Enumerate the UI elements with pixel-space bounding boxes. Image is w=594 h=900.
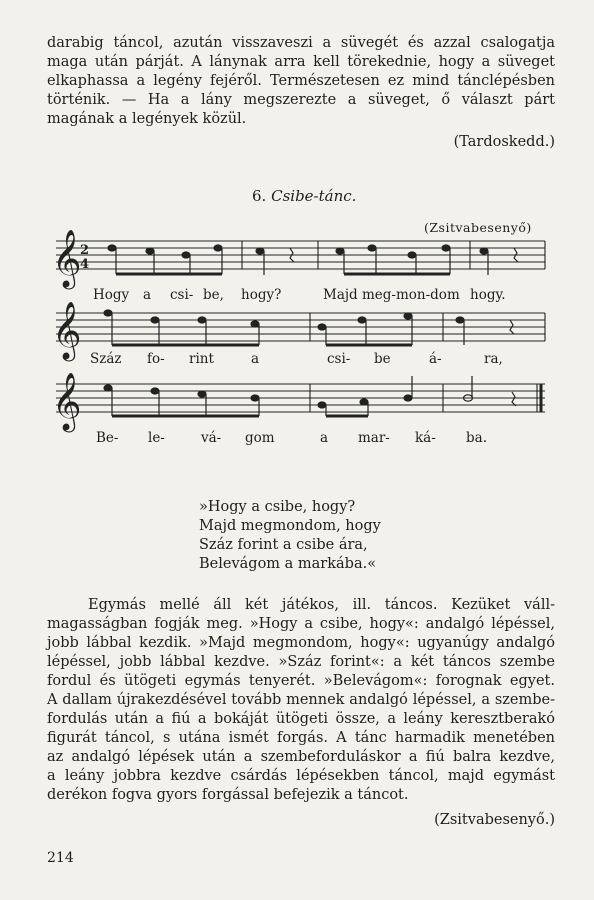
description-line: az andalgó lépések után a szembeforduláskor a fiú balra kezdve, [47,749,555,765]
stanza-line: Belevágom a markába.« [199,556,377,572]
description-line: jobb lábbal kezdik. »Majd megmondom, hogy«: ugyanúgy andalgó [47,635,555,651]
song-stanza [199,498,381,574]
lyric-syllable: ká- [415,430,436,446]
lyric-syllable: Hogy [93,287,130,303]
description-line: A dallam újrakezdésével tovább mennek andalgó lépéssel, a szembe- [47,692,555,708]
stanza-line: Majd megmondom, hogy [199,518,381,534]
lyric-syllable: a [320,430,329,446]
lyric-syllable: hogy? [241,287,282,303]
song-number: 6. [252,187,267,205]
lyric-syllable: Be- [96,430,119,446]
lyric-syllable: be [374,351,391,367]
lyric-syllable: a [143,287,152,303]
lyric-syllable: vá- [201,430,222,446]
description-line: figurát táncol, s utána ismét forgás. A tánc harmadik menetében [47,730,555,746]
lyric-syllable: gom [245,430,275,446]
lyric-syllable: be, [203,287,224,303]
lyric-syllable: mar- [358,430,390,446]
time-signature-bottom: 4 [80,257,90,272]
description-line: Egymás mellé áll két játékos, ill. táncos. Kezüket váll- [88,597,555,613]
treble-clef-icon: 𝄞 [52,301,82,359]
lyric-syllable: ra, [484,351,503,367]
stanza-line: Száz forint a csibe ára, [199,537,368,553]
song-title: Csibe-tánc. [271,187,357,205]
intro-line: elkaphassa a legény fejéről. Természetesen ez mind tánclépésben [47,73,555,89]
stanza-line: »Hogy a csibe, hogy? [199,499,356,515]
page-number: 214 [47,850,74,866]
intro-line: történik. — Ha a lány megszerezte a süveget, ő választ párt [47,92,555,108]
lyric-syllable: le- [148,430,165,446]
description-source: (Zsitvabesenyő.) [434,812,555,828]
intro-source: (Tardoskedd.) [453,134,555,150]
lyric-syllable: a [251,351,260,367]
lyric-syllable: Száz [90,351,122,367]
description-line: a leány jobbra kezdve csárdás lépésekben táncol, majd egymást [47,768,555,784]
lyric-syllable: ba. [466,430,487,446]
treble-clef-icon: 𝄞 [52,229,82,287]
notes-staff-1 [108,245,518,275]
lyric-syllable: á- [429,351,442,367]
lyric-syllable: Majd meg-mon-dom [323,287,460,303]
treble-clef-icon: 𝄞 [52,372,82,430]
intro-line: magának a legények közül. [47,111,247,127]
description-line: magasságban fogják meg. »Hogy a csibe, hogy«: andalgó lépéssel, [47,616,555,632]
intro-line: maga után párját. A lánynak arra kell törekednie, hogy a süveget [47,54,555,70]
staff-1 [56,241,545,269]
lyric-syllable: csi- [170,287,194,303]
description-line: lépéssel, jobb lábbal kezdve. »Száz forint«: a két táncos szembe [47,654,555,670]
lyric-syllable: fo- [147,351,165,367]
lyric-syllable: hogy. [470,287,506,303]
description-line: fordul és ütögeti egymás tenyerét. »Belevágom«: forognak egyet. [47,673,555,689]
intro-line: darabig táncol, azután visszaveszi a süvegét és azzal csalogatja [47,35,555,51]
lyric-syllable: rint [189,351,214,367]
melody-source: (Zsitvabesenyő) [424,220,532,235]
description-line: derékon fogva gyors forgással befejezik a táncot. [47,787,409,803]
time-signature-top: 2 [80,243,90,258]
staff-2 [56,313,545,341]
description-line: fordulás után a fiú a bokáját ütögeti össze, a leány keresztberakó [47,711,555,727]
lyric-syllable: csi- [327,351,351,367]
